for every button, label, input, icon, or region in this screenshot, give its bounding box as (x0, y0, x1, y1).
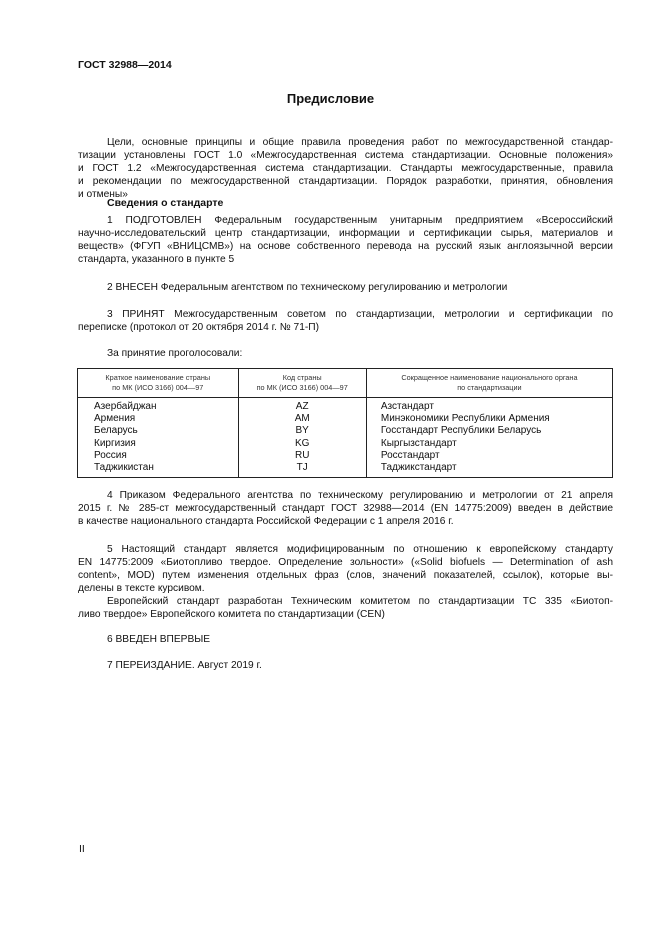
item-2 (78, 281, 613, 294)
text-line: ливо твердое» Европейского комитета по стандартизации (CEN) (78, 609, 385, 620)
text-line: 4 Приказом Федерального агентства по техническому регулированию и метрологии от 21 апреля (107, 490, 613, 501)
text-line: Европейский стандарт разработан Техническим комитетом по стандартизации ТС 335 «Биотоп- (107, 596, 613, 607)
text-line: За принятие проголосовали: (107, 348, 243, 359)
text-line: в качестве национального стандарта Российской Федерации с 1 апреля 2016 г. (78, 516, 454, 527)
col-code-header (238, 369, 366, 398)
item-7 (78, 659, 613, 672)
text-line: 1 ПОДГОТОВЛЕН Федеральным государственным унитарным предприятием «Всероссийский (107, 215, 613, 226)
table-row (78, 425, 613, 437)
header-line: Код страны (282, 373, 322, 382)
header-line: по стандартизации (457, 382, 522, 392)
header-line: Сокращенное наименование национального органа (401, 373, 578, 382)
code-cell: BY (238, 425, 366, 437)
country-cell: Таджикистан (78, 462, 239, 478)
table-row (78, 450, 613, 462)
code-cell: AZ (238, 398, 366, 414)
voted-label (78, 347, 613, 360)
standard-info-heading: Сведения о стандарте (107, 197, 224, 209)
text-line: content», MOD) путем изменения отдельных фраз (слов, значений показателей, ссылок), которые вы- (78, 570, 613, 581)
table-row (78, 398, 613, 414)
body-cell: Таджикстандарт (366, 462, 612, 478)
body-cell: Госстандарт Республики Беларусь (366, 425, 612, 437)
col-country-header (78, 369, 239, 398)
body-cell: Минэкономики Республики Армения (366, 413, 612, 425)
header-line: по МК (ИСО 3166) 004—97 (112, 382, 204, 392)
item-6 (78, 633, 613, 646)
body-cell: Кыргызстандарт (366, 438, 612, 450)
code-cell: KG (238, 438, 366, 450)
text-line: 6 ВВЕДЕН ВПЕРВЫЕ (107, 634, 211, 645)
text-line: делены в тексте курсивом. (78, 583, 205, 594)
item-3 (78, 308, 613, 334)
text-line: и ГОСТ 1.2 «Межгосударственная система стандартизации. Стандарты межгосударственные, правила (78, 163, 613, 174)
text-line: переписке (протокол от 20 октября 2014 г. № 71-П) (78, 322, 319, 333)
text-line: 2015 г. № 285-ст межгосударственный стандарт ГОСТ 32988—2014 (EN 14775:2009) введен в действие (78, 503, 613, 514)
text-line: EN 14775:2009 «Биотопливо твердое. Определение зольности» («Solid biofuels — Determination of ash (78, 557, 613, 568)
text-line: 3 ПРИНЯТ Межгосударственным советом по стандартизации, метрологии и сертификации по (107, 309, 613, 320)
code-cell: TJ (238, 462, 366, 478)
preface-intro (78, 136, 613, 201)
code-cell: RU (238, 450, 366, 462)
text-line: научно-исследовательский центр стандартизации, информации и сертификации сырья, материалов и (78, 228, 613, 239)
header-line: Краткое наименование страны (105, 373, 211, 382)
preface-title: Предисловие (286, 91, 375, 106)
body-cell: Росстандарт (366, 450, 612, 462)
col-body-header (366, 369, 612, 398)
text-line: 5 Настоящий стандарт является модифицированным по отношению к европейскому стандарту (107, 544, 613, 555)
text-line: 7 ПЕРЕИЗДАНИЕ. Август 2019 г. (107, 660, 262, 671)
table-header-row (78, 369, 613, 398)
item-5 (78, 543, 613, 621)
text-line: стандарта, указанного в пункте 5 (78, 254, 235, 265)
voting-table (77, 368, 613, 478)
text-line: Цели, основные принципы и общие правила проведения работ по межгосударственной стандар- (107, 137, 613, 148)
text-line: и отмены» (78, 189, 128, 200)
item-1 (78, 214, 613, 266)
country-cell: Армения (78, 413, 239, 425)
text-line: 2 ВНЕСЕН Федеральным агентством по техническому регулированию и метрологии (107, 282, 508, 293)
standard-number: ГОСТ 32988—2014 (78, 59, 172, 71)
country-cell: Азербайджан (78, 398, 239, 414)
country-cell: Беларусь (78, 425, 239, 437)
table-row (78, 438, 613, 450)
body-cell: Азстандарт (366, 398, 612, 414)
table-row (78, 413, 613, 425)
country-cell: Россия (78, 450, 239, 462)
text-line: веществ» (ФГУП «ВНИЦСМВ») на основе собственного перевода на русский язык англоязычной версии (78, 241, 613, 252)
page-number: II (79, 843, 85, 855)
item-4 (78, 489, 613, 528)
country-cell: Киргизия (78, 438, 239, 450)
table-row (78, 462, 613, 478)
header-line: по МК (ИСО 3166) 004—97 (256, 382, 348, 392)
code-cell: AM (238, 413, 366, 425)
text-line: тизации установлены ГОСТ 1.0 «Межгосударственная система стандартизации. Основные положения» (78, 150, 613, 161)
text-line: и рекомендации по межгосударственной стандартизации. Порядок разработки, принятия, обновления (78, 176, 613, 187)
